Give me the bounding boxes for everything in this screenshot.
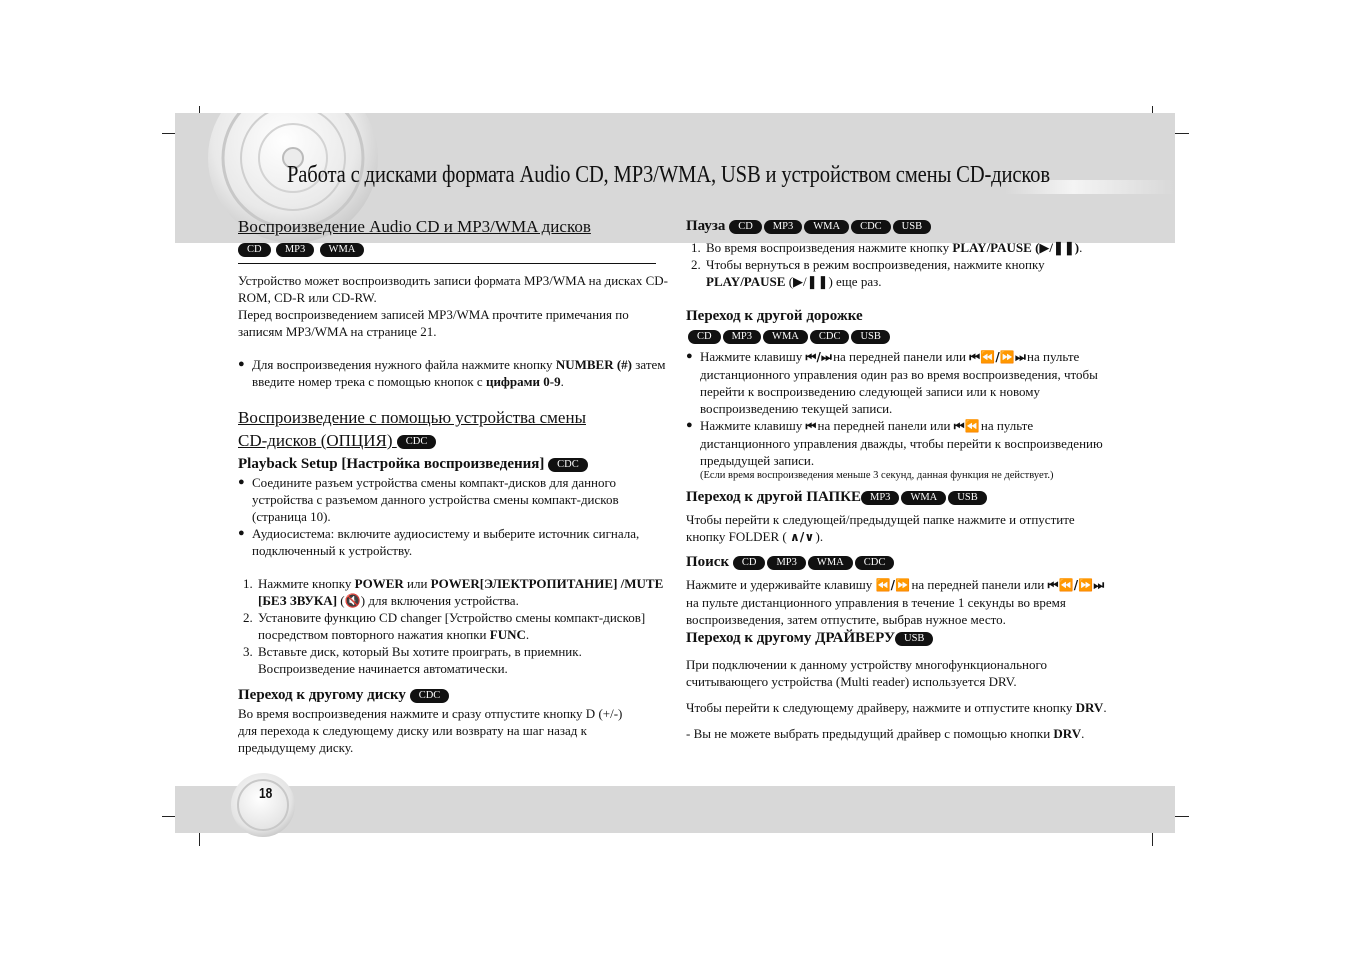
paragraph: Нажмите и удерживайте клавишу ⏪ / ⏩ на передней панели или ⏮ ⏪ / ⏩ ⏭ на пульте дистанционного управления в течение 1 секунды во время воспроизведения, затем отпустите, выбрав нужное место. <box>686 577 1103 628</box>
badge-cd: CD <box>688 330 721 344</box>
badge-usb: USB <box>893 220 931 234</box>
format-badges <box>238 240 656 257</box>
format-badges <box>688 327 1116 344</box>
right-column <box>686 216 1116 742</box>
badge-mp3: MP3 <box>764 220 802 234</box>
badge-cd: CD <box>733 556 766 570</box>
left-column <box>238 215 668 756</box>
subheading: Playback Setup [Настройка воспроизведения] CDC <box>238 454 668 474</box>
section-heading: Воспроизведение с помощью устройства смены <box>238 408 586 428</box>
section-heading: CD-дисков (ОПЦИЯ) CDC <box>238 429 648 452</box>
paragraph: Устройство может воспроизводить записи формата MP3/WMA на дисках CD-ROM, CD-R или CD-RW. <box>238 273 668 306</box>
list-item: 2. Чтобы вернуться в режим воспроизведения, нажмите кнопку PLAY/PAUSE (▶/❚❚) еще раз. <box>704 256 1116 290</box>
list-item: 1. Нажмите кнопку POWER или POWER[ЭЛЕКТРОПИТАНИЕ] /MUTE [БЕЗ ЗВУКА] (🔇) для включения устройства. <box>256 575 666 609</box>
paragraph: Во время воспроизведения нажмите и сразу отпустите кнопку D (+/-) для перехода к следующему диску или возврату на шаг назад к предыдущему диску. <box>238 706 623 756</box>
list-item: ● Нажмите клавишу ⏮ / ⏭ на передней панели или ⏮ ⏪ / ⏩ ⏭ на пульте дистанционного управления один раз во время воспроизведения, чтобы перейти к воспроизведению следующей записи или к новому воспроизведению текущей записи. <box>686 348 1116 417</box>
note: (Если время воспроизведения меньше 3 секунд, данная функция не действует.) <box>700 470 1054 482</box>
list-item: ● Нажмите клавишу ⏮ на передней панели или ⏮ ⏪ на пульте дистанционного управления дважды, чтобы перейти к воспроизведению предыдущей записи. <box>686 417 1116 469</box>
badge-cdc: CDC <box>851 220 891 234</box>
subheading: Поиск CD MP3 WMA CDC <box>686 552 1116 572</box>
paragraph: Чтобы перейти к следующему драйверу, нажмите и отпустите кнопку DRV. <box>686 700 1107 716</box>
subheading: Переход к другой дорожке <box>686 308 863 324</box>
badge-cdc: CDC <box>548 458 588 472</box>
section-heading-block <box>238 406 648 452</box>
badge-mp3: MP3 <box>767 556 805 570</box>
remote-skip-icon: ⏮ ⏪ / ⏩ ⏭ <box>969 350 1024 365</box>
skip-back-icon: ⏮ <box>805 419 815 434</box>
paragraph: Перед воспроизведением записей MP3/WMA прочтите примечания по записям MP3/WMA на странице 21. <box>238 307 629 340</box>
paragraph: При подключении к данному устройству многофункционального считывающего устройства (Multi reader) используется DRV. <box>686 657 1047 690</box>
badge-wma: WMA <box>804 220 849 234</box>
bullet-list <box>686 348 1116 469</box>
paragraph: - Вы не можете выбрать предыдущий драйвер с помощью кнопки DRV. <box>686 726 1085 742</box>
badge-wma: WMA <box>808 556 853 570</box>
page-title: Работа с дисками формата Audio CD, MP3/WMA, USB и устройством смены CD-дисков <box>287 162 1050 188</box>
remote-skip-back-icon: ⏮ ⏪ <box>953 419 978 434</box>
subheading: Переход к другой ПАПКЕ MP3 WMA USB <box>686 487 1116 507</box>
badge-cdc: CDC <box>397 435 437 449</box>
list-item: 1. Во время воспроизведения нажмите кнопку PLAY/PAUSE (▶/❚❚). <box>704 239 1116 256</box>
section-heading: Воспроизведение Audio CD и MP3/WMA дисков <box>238 217 591 236</box>
list-item: ● Для воспроизведения нужного файла нажмите кнопку NUMBER (#) затем введите номер трека с помощью кнопок с цифрами 0-9. <box>238 356 668 390</box>
badge-cdc: CDC <box>410 689 450 703</box>
badge-mp3: MP3 <box>861 491 899 505</box>
footer-band <box>175 786 1175 833</box>
badge-mp3: MP3 <box>723 330 761 344</box>
badge-cdc: CDC <box>855 556 895 570</box>
bullet-list <box>238 474 668 559</box>
badge-cd: CD <box>729 220 762 234</box>
badge-usb: USB <box>895 632 933 646</box>
badge-cd: CD <box>238 243 271 257</box>
subheading: Пауза CD MP3 WMA CDC USB <box>686 216 1116 236</box>
list-item: ● Соедините разъем устройства смены компакт-дисков для данного устройства с разъемом данного устройства смены компакт-дисков (страница 10). <box>238 474 668 525</box>
section-heading-block <box>238 215 656 264</box>
bullet-list <box>238 356 668 390</box>
badge-wma: WMA <box>763 330 808 344</box>
numbered-list <box>238 575 666 677</box>
subheading: Переход к другому диску CDC <box>238 685 668 705</box>
badge-cdc: CDC <box>810 330 850 344</box>
list-item: 2. Установите функцию CD changer [Устройство смены компакт-дисков] посредством повторного нажатия кнопки FUNC. <box>256 609 666 643</box>
list-item: 3. Вставьте диск, который Вы хотите проиграть, в приемник. Воспроизведение начинается автоматически. <box>256 643 666 677</box>
numbered-list <box>686 239 1116 290</box>
subheading: Переход к другому ДРАЙВЕРУ USB <box>686 628 1116 648</box>
list-item: ● Аудиосистема: включите аудиосистему и выберите источник сигнала, подключенный к устройству. <box>238 525 668 559</box>
page-number-disc <box>228 770 298 840</box>
folder-arrows-icon: ∧ / ∨ <box>790 530 813 545</box>
paragraph: Чтобы перейти к следующей/предыдущей папке нажмите и отпустите кнопку FOLDER ( ∧ / ∨ ). <box>686 512 1075 545</box>
badge-wma: WMA <box>901 491 946 505</box>
badge-usb: USB <box>948 491 986 505</box>
remote-search-icon: ⏮ ⏪ / ⏩ ⏭ <box>1047 578 1103 593</box>
badge-usb: USB <box>851 330 889 344</box>
badge-wma: WMA <box>320 243 365 257</box>
badge-mp3: MP3 <box>276 243 314 257</box>
skip-icon: ⏮ / ⏭ <box>805 350 830 365</box>
search-icon: ⏪ / ⏩ <box>875 578 909 593</box>
page-number: 18 <box>259 785 273 802</box>
